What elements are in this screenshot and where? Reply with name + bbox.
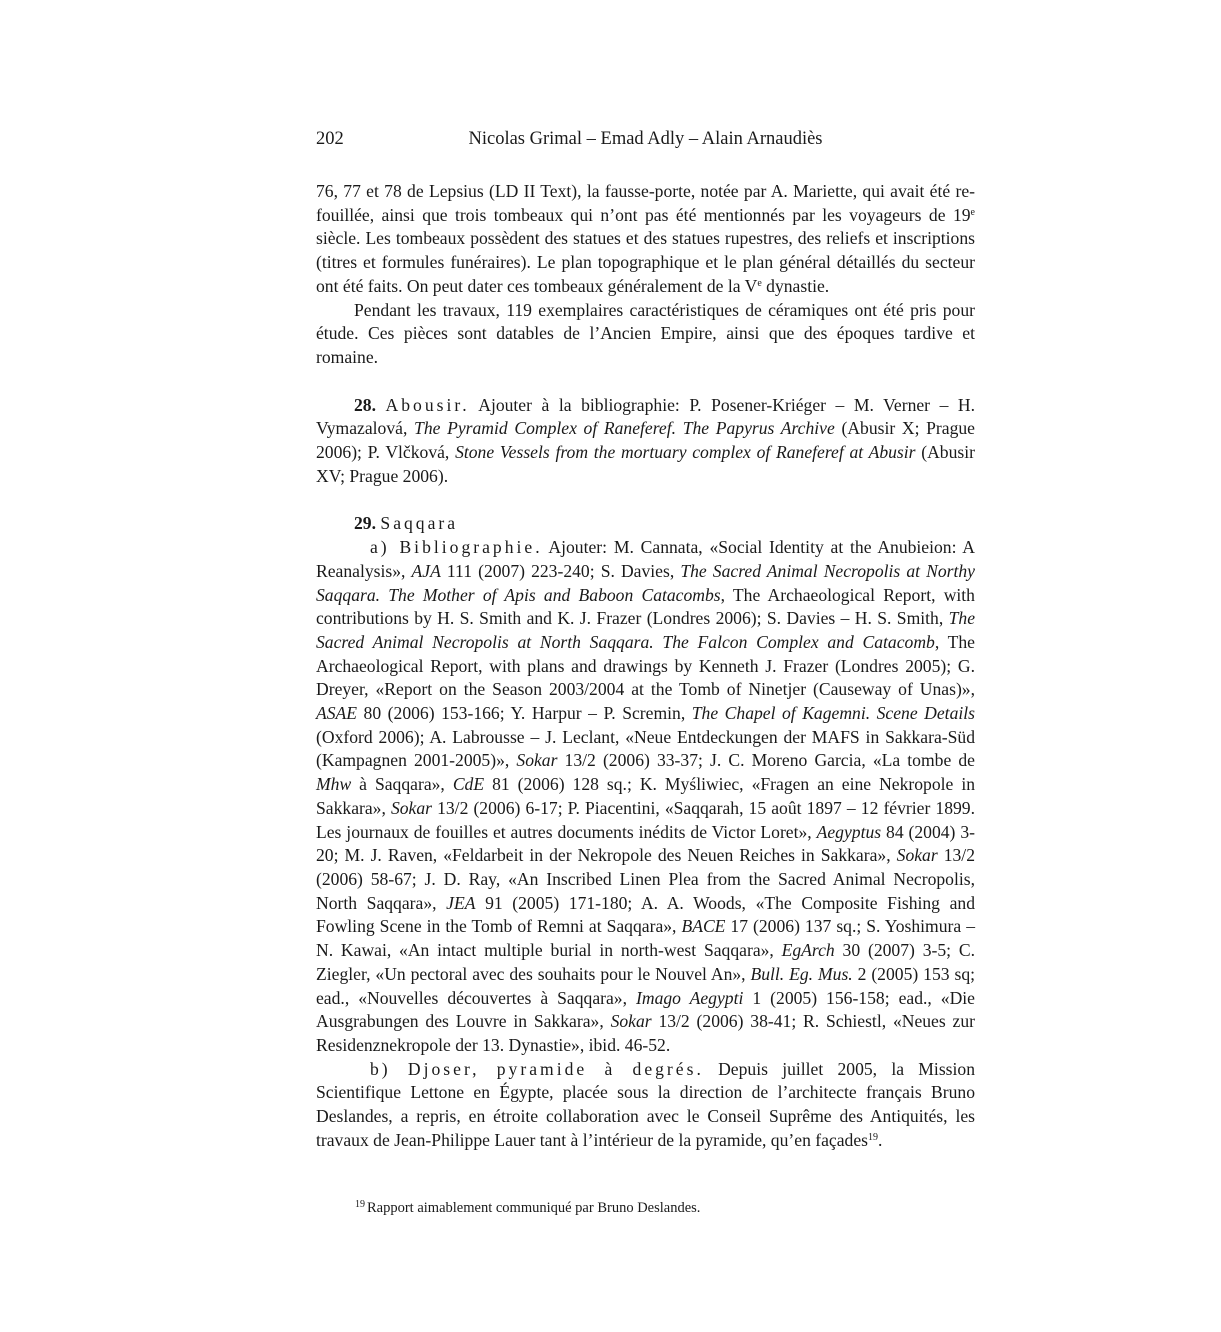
section-28-abousir: 28. Abousir. Ajouter à la bibliographie: P. Posener-Kriéger – M. Verner – H. Vymazalová, The Pyramid Complex of Raneferef. The Papyrus Archive (Abusir X; Prague 2006); P. Vlčková, Stone Vessels from the mortuary complex of Raneferef at Abusir (Abusir XV; Prague 2006).	[316, 394, 975, 486]
paragraph-ceramics: Pendant les travaux, 119 exemplaires caractéristiques de céramiques ont été pris pour étude. Ces pièces sont datables de l’Ancien Empire, ainsi que des époques tardive et romaine.	[316, 299, 975, 367]
page-number: 202	[316, 129, 344, 149]
running-title: Nicolas Grimal – Emad Adly – Alain Arnaudiès	[468, 129, 823, 149]
section-29b-djoser: b) Djoser, pyramide à degrés. Depuis juillet 2005, la Mission Scientifique Lettone en Égypte, placée sous la direction de l’architecte français Bruno Deslandes, a repris, en étroite collaboration avec le Conseil Suprême des Antiquités, les travaux de Jean-Philippe Lauer tant à l’intérieur de la pyramide, qu’en façades$^{19}$.	[316, 1058, 975, 1150]
footnote-mark: 19	[355, 1199, 365, 1210]
superscript-e: e	[970, 206, 975, 218]
superscript-e: e	[757, 277, 762, 289]
section-29-heading	[316, 512, 975, 536]
section-29a-bibliographie: a) Bibliographie. Ajouter: M. Cannata, «Social Identity at the Anubieion: A Reanalysis», AJA 111 (2007) 223-240; S. Davies, The Sacred Animal Necropolis at Northy Saqqara. The Mother of Apis and Baboon Catacombs, The Archaeological Report, with contributions by H. S. Smith and K. J. Frazer (Londres 2006); S. Davies – H. S. Smith, The Sacred Animal Necropolis at North Saqqara. The Falcon Complex and Catacomb, The Archaeological Report, with plans and drawings by Kenneth J. Frazer (Londres 2005); G. Dreyer, «Report on the Season 2003/2004 at the Tomb of Ninetjer (Causeway of Unas)», ASAE 80 (2006) 153-166; Y. Harpur – P. Scremin, The Chapel of Kagemni. Scene Details (Oxford 2006); A. Labrousse – J. Leclant, «Neue Entdeckungen der MAFS in Sakkara-Süd (Kampagnen 2001-2005)», Sokar 13/2 (2006) 33-37; J. C. Moreno Garcia, «La tombe de Mhw à Saqqara», CdE 81 (2006) 128 sq.; K. Myśliwiec, «Fragen an eine Nekropole in Sakkara», Sokar 13/2 (2006) 6-17; P. Piacentini, «Saqqarah, 15 août 1897 – 12 février 1899. Les journaux de fouilles et autres documents inédits de Victor Loret», Aegyptus 84 (2004) 3-20; M. J. Raven, «Feldarbeit in der Nekropole des Neuen Reiches in Sakkara», Sokar 13/2 (2006) 58-67; J. D. Ray, «An Inscribed Linen Plea from the Sacred Animal Necropolis, North Saqqara», JEA 91 (2005) 171-180; A. A. Woods, «The Composite Fishing and Fowling Scene in the Tomb of Remni at Saqqara», BACE 17 (2006) 137 sq.; S. Yoshimura – N. Kawai, «An intact multiple burial in north-west Saqqara», EgArch 30 (2007) 3-5; C. Ziegler, «Un pectoral avec des souhaits pour le Nouvel An», Bull. Eg. Mus. 2 (2005) 153 sq; ead., «Nouvelles découvertes à Saqqara», Imago Aegypti 1 (2005) 156-158; ead., «Die Ausgrabungen des Louvre in Sakkara», Sokar 13/2 (2006) 38-41; R. Schiestl, «Neues zur Residenznekropole der 13. Dynastie», ibid. 46-52.	[316, 537, 975, 1055]
page-header	[316, 129, 975, 153]
section-number: 28.	[354, 394, 376, 415]
section-title: Abousir.	[385, 394, 470, 415]
footnote-text: Rapport aimablement communiqué par Bruno Deslandes.	[367, 1200, 701, 1216]
paragraph-continuation: 76, 77 et 78 de Lepsius (LD II Text), la fausse-porte, notée par A. Mariette, qui avait été re-fouillée, ainsi que trois tombeaux qui n’ont pas été mentionnés par les voyageurs de 19e siècle. Les tombeaux possèdent des statues et des statues rupestres, des reliefs et inscriptions (titres et formules funéraires). Le plan topographique et le plan général détaillés du secteur ont été faits. On peut dater ces tombeaux généralement de la Ve dynastie.	[316, 181, 975, 296]
subsection-label: b) Djoser, pyramide à degrés.	[370, 1058, 704, 1079]
footnote	[355, 1195, 975, 1218]
main-text	[316, 180, 975, 1152]
section-number: 29.	[354, 513, 376, 534]
footnote-reference[interactable]: 19	[868, 1131, 879, 1143]
section-title: Saqqara	[380, 513, 459, 534]
subsection-label: a) Bibliographie.	[370, 537, 543, 558]
